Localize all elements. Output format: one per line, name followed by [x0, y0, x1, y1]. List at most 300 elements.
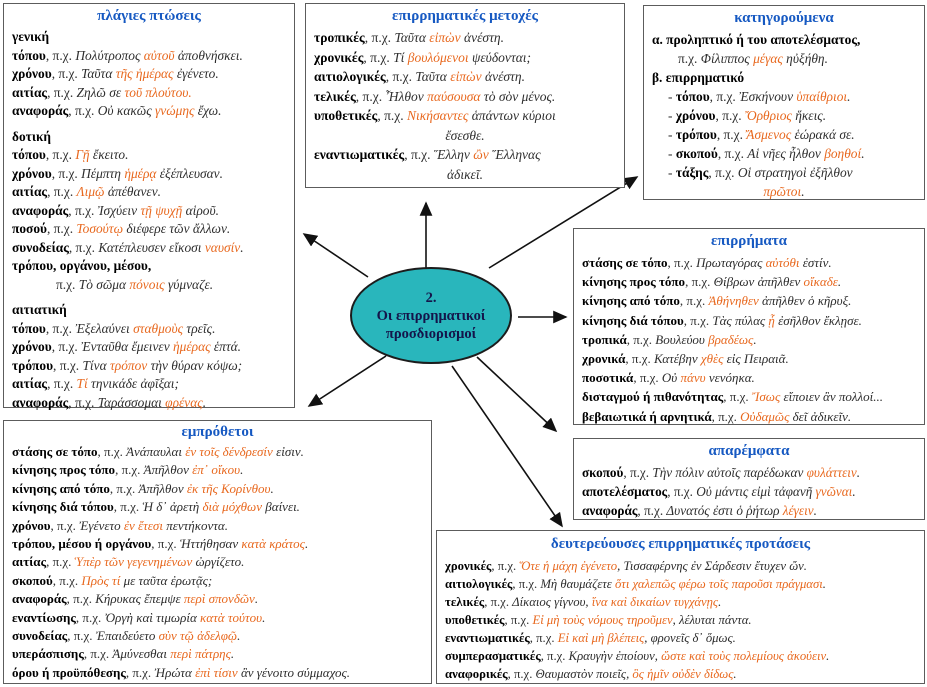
example-text: , π.χ.: [46, 221, 77, 236]
text-line: [652, 49, 916, 68]
example-text: , π.χ.: [683, 312, 713, 328]
term-label: τελικές: [445, 595, 485, 609]
example-text: , π.χ.: [68, 202, 98, 218]
text-line: [445, 629, 916, 647]
example-text: τηνικάδε ἀφῖξαι;: [87, 376, 179, 391]
term-label: τρόπου: [12, 357, 54, 373]
highlighted-word: οἴκαδε: [803, 274, 838, 290]
highlighted-word: Λιμῷ: [76, 184, 105, 199]
text-line: [12, 394, 286, 413]
example-text: Τὰς πύλας: [712, 312, 769, 328]
box-title: πλάγιες πτώσεις: [97, 8, 201, 24]
term-label: αιτιολογικές: [314, 69, 386, 84]
example-text: ἐστίν.: [799, 255, 832, 270]
example-text: Ἡττήθησαν: [179, 536, 242, 552]
example-text: , π.χ.: [355, 88, 386, 104]
term-label: τάξης: [675, 165, 709, 180]
text-line: [12, 276, 286, 295]
text-line: [12, 517, 423, 535]
example-text: Οὐ κακῶς: [97, 103, 156, 118]
example-text: , λέλυται πάντα.: [672, 613, 752, 627]
example-text: ἂν γένοιτο σύμμαχος.: [237, 664, 351, 680]
term-label: αιτιολογικές: [445, 577, 513, 591]
example-text: .: [304, 536, 309, 552]
box-content: [582, 463, 916, 520]
example-text: τρεῖς.: [183, 320, 216, 336]
example-text: , π.χ.: [67, 628, 96, 644]
text-line: [445, 647, 916, 665]
text-line: [12, 627, 423, 645]
text-line: [12, 320, 286, 339]
term-label: στάσης σε τόπο: [12, 444, 98, 459]
example-text: Ἕλλην: [433, 147, 474, 162]
example-text: , π.χ.: [68, 394, 98, 410]
example-text: , π.χ.: [51, 165, 82, 181]
text-line: [445, 611, 916, 629]
highlighted-word: εἰπὼν: [450, 69, 482, 84]
term-label: α. προληπτικό ή του αποτελέσματος,: [652, 32, 861, 47]
highlighted-word: Ὑπὲρ τῶν γεγενημένων: [74, 554, 193, 570]
highlighted-word: βοηθοί: [824, 146, 862, 161]
example-text: , π.χ.: [484, 595, 513, 609]
example-text: -: [668, 89, 676, 104]
text-line: [12, 535, 423, 553]
example-text: Ταῦτα: [81, 66, 116, 81]
box-title: επιρρηματικές μετοχές: [392, 8, 538, 24]
example-text: , π.χ.: [47, 184, 77, 199]
highlighted-word: τῇ ψυχῇ: [140, 202, 183, 218]
highlighted-word: γνώμης: [155, 103, 195, 118]
term-label: αναφοράς: [12, 202, 69, 218]
example-text: ἀποθνήσκει.: [174, 47, 243, 63]
example-text: Πέμπτη: [81, 165, 125, 181]
example-text: , π.χ.: [679, 293, 709, 309]
highlighted-word: Ὅτε ἡ μάχη ἐγένετο: [519, 559, 618, 573]
text-line: [12, 239, 286, 258]
example-text: διέφερε τῶν ἄλλων.: [123, 221, 231, 236]
highlighted-word: χθὲς: [700, 351, 724, 367]
example-text: , π.χ.: [626, 331, 656, 347]
text-line: [12, 301, 286, 320]
example-text: , π.χ.: [50, 517, 80, 533]
text-line: [445, 593, 916, 611]
example-text: Βουλεύου: [655, 331, 709, 347]
highlighted-word: ἐν ἔτεσι: [123, 517, 163, 533]
text-line: [12, 443, 423, 461]
example-text: .: [753, 331, 757, 347]
example-text: ἑπτά.: [210, 339, 242, 354]
highlighted-word: μέγας: [753, 51, 783, 66]
text-line: [314, 145, 616, 165]
example-text: εἰς Πειραιᾶ.: [723, 351, 789, 367]
example-text: βαίνει.: [262, 499, 300, 515]
text-line: [314, 106, 616, 126]
example-text: , π.χ.: [685, 274, 714, 290]
example-text: , π.χ.: [667, 484, 697, 499]
example-text: , π.χ.: [623, 465, 653, 480]
example-text: -: [668, 127, 676, 142]
example-text: -: [668, 108, 676, 123]
example-text: .: [202, 394, 207, 410]
example-text: , π.χ.: [83, 646, 113, 662]
term-label: εναντίωσης: [12, 609, 76, 625]
example-text: , π.χ.: [363, 49, 394, 65]
example-text: , π.χ.: [115, 462, 144, 478]
highlighted-word: ἐπ᾿ οἴκου: [192, 462, 241, 478]
term-label: τροπικά: [582, 331, 627, 347]
example-text: , π.χ.: [46, 554, 75, 570]
example-text: Ἕλληνας: [488, 147, 541, 162]
highlighted-word: λέγειν: [782, 503, 814, 518]
example-text: , π.χ.: [717, 146, 748, 161]
highlighted-word: εἰπὼν: [429, 30, 461, 45]
example-text: γύμναζε.: [164, 276, 214, 292]
term-label: συμπερασματικές: [445, 649, 541, 663]
example-text: ἁπάντων κύριοι: [468, 108, 556, 123]
example-text: δεῖ ἀδικεῖν.: [789, 408, 852, 424]
highlighted-word: γνῶναι: [815, 484, 853, 499]
text-line: [652, 125, 916, 144]
term-label: εναντιωματικές: [445, 631, 530, 645]
example-text: , π.χ.: [540, 649, 569, 663]
example-text: Μὴ θαυμάζετε: [540, 577, 615, 591]
example-text: Κραυγὴν ἐποίουν,: [568, 649, 662, 663]
example-text: Ἐγένετο: [79, 517, 124, 533]
example-text: Οὐ: [661, 370, 681, 386]
highlighted-word: Πρὸς τί: [81, 572, 121, 588]
example-text: ἀδικεῖ.: [446, 166, 484, 182]
text-line: [314, 126, 616, 146]
example-text: , π.χ.: [715, 108, 745, 123]
highlighted-word: Ἀθήνηθεν: [708, 293, 759, 309]
highlighted-word: Γῇ: [75, 147, 90, 162]
text-line: [582, 349, 916, 368]
example-text: ἥκεις.: [791, 108, 827, 123]
example-text: Δίκαιος γίγνου,: [512, 595, 592, 609]
example-text: αἱροῦ.: [182, 202, 219, 218]
example-text: Ταῦτα: [415, 69, 451, 84]
term-label: αναφοράς: [12, 591, 67, 607]
example-text: Τίνα: [82, 357, 110, 373]
example-text: πεντήκοντα.: [162, 517, 228, 533]
text-line: [652, 30, 916, 49]
example-text: -: [668, 146, 676, 161]
term-label: όρου ή προϋπόθεσης: [12, 664, 126, 680]
example-text: εἰσιν.: [272, 444, 304, 459]
example-text: .: [718, 595, 722, 609]
highlighted-word: ἐπὶ τίσιν: [195, 664, 238, 680]
term-label: τόπου: [12, 47, 46, 63]
example-text: , π.χ.: [723, 389, 752, 405]
highlighted-word: αὐτοῦ: [143, 47, 175, 63]
arrow-to-plagies: [304, 234, 368, 277]
example-text: ὠργίζετο.: [192, 554, 245, 570]
central-topic-line2: προσδιορισμοί: [385, 325, 477, 342]
text-line: [582, 463, 916, 482]
example-text: Ἀμύνεσθαι: [112, 646, 171, 662]
highlighted-word: Εἰ μὴ τοὺς νόμους τηροῦμεν: [532, 613, 673, 627]
highlighted-word: ναυσίν: [204, 239, 241, 255]
highlighted-word: σταθμοὺς: [133, 320, 184, 336]
term-label: σκοπού: [12, 572, 53, 588]
highlighted-word: Ὄρθριος: [744, 108, 792, 123]
text-line: [12, 47, 286, 66]
highlighted-word: Νικήσαντες: [407, 108, 469, 123]
text-line: [12, 609, 423, 627]
term-label: εναντιωματικές: [314, 147, 405, 162]
text-line: [12, 128, 286, 147]
box-content: [314, 28, 616, 184]
example-text: , π.χ.: [512, 577, 541, 591]
highlighted-word: βραδέως: [708, 331, 754, 347]
highlighted-word: σὺν τῷ ἀδελφῷ: [158, 628, 238, 644]
highlighted-word: πρῶτοι: [763, 184, 802, 199]
box-content: [12, 28, 286, 412]
example-text: Ταῦτα: [394, 30, 430, 45]
example-text: τὴν θύραν κόψω;: [147, 357, 243, 373]
example-text: , Τισσαφέρνης ἐν Σάρδεσιν ἔτυχεν ὤν.: [617, 559, 807, 573]
term-label: τρόπου, οργάνου, μέσου,: [12, 258, 152, 273]
text-line: [12, 590, 423, 608]
example-text: , π.χ.: [51, 339, 82, 354]
term-label: αναφορικές: [445, 667, 508, 681]
example-text: , π.χ.: [97, 444, 127, 459]
term-label: κίνησης διά τόπου: [582, 312, 684, 328]
term-label: κίνησης από τόπο: [582, 293, 680, 309]
example-text: ἔχω.: [194, 103, 222, 118]
example-text: ἑώρακά σε.: [791, 127, 855, 142]
text-line: [445, 575, 916, 593]
highlighted-word: Τοσούτῳ: [76, 221, 124, 236]
text-line: [12, 102, 286, 121]
example-text: , π.χ.: [708, 165, 738, 180]
term-label: χρονικές: [314, 49, 364, 65]
example-text: , π.χ.: [125, 664, 155, 680]
text-line: [12, 375, 286, 394]
text-line: [652, 182, 916, 201]
example-text: π.χ.: [678, 51, 701, 66]
example-text: Κήρυκας ἔπεμψε: [95, 591, 184, 607]
highlighted-word: ἐν τοῖς δένδρεσίν: [185, 444, 273, 459]
term-label: υποθετικές: [445, 613, 505, 627]
term-label: αιτίας: [12, 554, 47, 570]
example-text: , π.χ.: [529, 631, 558, 645]
text-line: [582, 330, 916, 349]
term-label: τελικές: [314, 88, 356, 104]
text-line: [12, 572, 423, 590]
text-line: [12, 338, 286, 357]
example-text: .: [822, 577, 826, 591]
example-text: Δυνατός ἐστι ὁ ῥήτωρ: [666, 503, 783, 518]
highlighted-word: Οὐδαμῶς: [740, 408, 790, 424]
highlighted-word: τοῦ πλούτου.: [124, 84, 192, 100]
term-label: κίνησης προς τόπο: [582, 274, 686, 290]
example-text: π.χ.: [56, 276, 79, 292]
text-line: [12, 461, 423, 479]
example-text: , π.χ.: [507, 667, 536, 681]
text-line: [582, 291, 916, 310]
term-label: κίνησης διά τόπου: [12, 499, 114, 515]
term-label: αναφοράς: [582, 503, 638, 518]
box-content: [12, 443, 423, 682]
box-infinitives: [573, 438, 925, 520]
highlighted-word: κατὰ τούτου: [200, 609, 263, 625]
text-line: [314, 165, 616, 185]
example-text: .: [262, 609, 266, 625]
example-text: .: [270, 480, 274, 496]
text-line: [12, 202, 286, 221]
term-label: κίνησης προς τόπο: [12, 462, 116, 478]
box-content: [652, 30, 916, 201]
example-text: εἴποιεν ἂν πολλοί...: [780, 389, 883, 405]
term-label: υποθετικές: [314, 108, 378, 123]
text-line: [12, 357, 286, 376]
term-label: στάσης σε τόπο: [582, 255, 668, 270]
term-label: αναφοράς: [12, 103, 69, 118]
box-predicates: [643, 5, 925, 200]
text-line: [582, 407, 916, 426]
example-text: ἐξέπλευσαν.: [156, 165, 223, 181]
highlighted-word: φυλάττειν: [806, 465, 857, 480]
text-line: [314, 67, 616, 87]
example-text: ἔκειτο.: [89, 147, 129, 162]
example-text: , π.χ.: [66, 591, 96, 607]
example-text: Ἀπῆλθον: [143, 462, 193, 478]
example-text: Κατέβην: [654, 351, 701, 367]
highlighted-word: διὰ μόχθων: [202, 499, 263, 515]
highlighted-word: ἐκ τῆς Κορίνθου: [186, 480, 271, 496]
highlighted-word: Τί: [76, 376, 88, 391]
central-topic-line1: Οι επιρρηματικοί: [376, 307, 486, 324]
example-text: Πολύτροπος: [75, 47, 144, 63]
term-label: αποτελέσματος: [582, 484, 668, 499]
term-label: συνοδείας: [12, 239, 69, 255]
example-text: , π.χ.: [377, 108, 408, 123]
example-text: .: [237, 628, 241, 644]
example-text: .: [856, 465, 861, 480]
example-text: .: [813, 503, 817, 518]
text-line: [582, 368, 916, 387]
example-text: , π.χ.: [491, 559, 520, 573]
example-text: .: [230, 646, 235, 662]
example-text: Ζηλῶ σε: [76, 84, 125, 100]
box-subordinate-clauses: [436, 530, 925, 684]
text-line: [582, 501, 916, 520]
example-text: , π.χ.: [75, 609, 105, 625]
example-text: .: [826, 649, 830, 663]
example-text: ἀπῆλθεν ὁ κῆρυξ.: [758, 293, 852, 309]
example-text: ἔσεσθε.: [445, 127, 485, 143]
example-text: ἐσῆλθον ἔκλῃσε.: [774, 312, 862, 328]
example-text: , π.χ.: [68, 103, 98, 118]
highlighted-word: ὃς ἡμῖν οὐδὲν δίδως: [632, 667, 734, 681]
term-label: αιτιατική: [12, 302, 67, 317]
term-label: βεβαιωτικά ή αρνητικά: [582, 408, 712, 424]
term-label: τροπικές: [314, 30, 365, 45]
example-text: , π.χ.: [45, 147, 76, 162]
highlighted-word: φρένας: [165, 394, 203, 410]
highlighted-word: τῆς ἡμέρας: [115, 66, 174, 81]
example-text: .: [847, 89, 851, 104]
example-text: Ἐσκήνουν: [739, 89, 797, 104]
example-text: Ταράσσομαι: [97, 394, 166, 410]
term-label: τρόπου, μέσου ή οργάνου: [12, 536, 152, 552]
box-title: εμπρόθετοι: [181, 424, 254, 440]
example-text: ἐγένετο.: [173, 66, 219, 81]
text-line: [314, 87, 616, 107]
highlighted-word: ἡμέρας: [173, 339, 211, 354]
term-label: δοτική: [12, 128, 52, 144]
term-label: χρονικά: [582, 351, 626, 367]
text-line: [314, 28, 616, 48]
term-label: τρόπου: [675, 127, 717, 142]
box-title: δευτερεύουσες επιρρηματικές προτάσεις: [550, 536, 811, 552]
term-label: χρόνου: [12, 339, 52, 354]
highlighted-word: αὐτόθι: [765, 255, 800, 270]
term-label: αιτίας: [12, 184, 48, 199]
example-text: Ἐπαιδεύετο: [95, 628, 159, 644]
example-text: Τί: [393, 49, 408, 65]
central-topic-ellipse: [350, 267, 512, 364]
example-text: Ἡ δ᾿ ἀρετὴ: [142, 499, 203, 515]
text-line: [12, 553, 423, 571]
example-text: , π.χ.: [716, 127, 747, 142]
example-text: .: [733, 667, 737, 681]
highlighted-word: ὅτι χαλεπῶς φέρω τοῖς παροῦσι πράγμασι: [614, 577, 823, 591]
text-line: [12, 165, 286, 184]
example-text: .: [861, 146, 865, 161]
example-text: , π.χ.: [709, 89, 740, 104]
example-text: Ἐξελαύνει: [75, 320, 134, 336]
term-label: υπεράσπισης: [12, 646, 84, 662]
example-text: .: [852, 484, 856, 499]
text-line: [12, 65, 286, 84]
text-line: [445, 557, 916, 575]
highlighted-word: βουλόμενοι: [407, 49, 469, 65]
example-text: Κατέπλευσεν εἴκοσι: [98, 239, 205, 255]
highlighted-word: παύσουσα: [427, 88, 481, 104]
text-line: [12, 498, 423, 516]
example-text: Ὀργὴ καὶ τιμωρία: [104, 609, 201, 625]
example-text: , π.χ.: [667, 255, 697, 270]
example-text: , π.χ.: [51, 66, 82, 81]
example-text: Αἱ νῆες ἦλθον: [747, 146, 825, 161]
example-text: ἀνέστη.: [460, 30, 504, 45]
example-text: , π.χ.: [711, 408, 741, 424]
text-line: [12, 28, 286, 47]
example-text: , π.χ.: [151, 536, 180, 552]
highlighted-word: ᾗ: [768, 312, 775, 328]
highlighted-word: πόνοις: [129, 276, 165, 292]
text-line: [652, 106, 916, 125]
example-text: Θαυμαστὸν ποιεῖς,: [535, 667, 633, 681]
example-text: ψεύδονται;: [468, 49, 532, 65]
example-text: , π.χ.: [625, 351, 654, 367]
highlighted-word: περὶ πάτρης: [170, 646, 231, 662]
example-text: ἀπέθανεν.: [104, 184, 161, 199]
arrow-to-emprothetoi: [309, 356, 386, 406]
text-line: [12, 645, 423, 663]
example-text: Τὸ σῶμα: [78, 276, 130, 292]
term-label: αιτίας: [12, 376, 48, 391]
example-text: , π.χ.: [633, 370, 662, 386]
text-line: [12, 480, 423, 498]
central-topic-number: 2.: [425, 289, 437, 306]
term-label: ποσού: [12, 221, 47, 236]
term-label: χρόνου: [675, 108, 716, 123]
example-text: Ἠρώτα: [154, 664, 196, 680]
highlighted-word: ὥστε καὶ τοὺς πολεμίους ἀκούειν: [661, 649, 827, 663]
